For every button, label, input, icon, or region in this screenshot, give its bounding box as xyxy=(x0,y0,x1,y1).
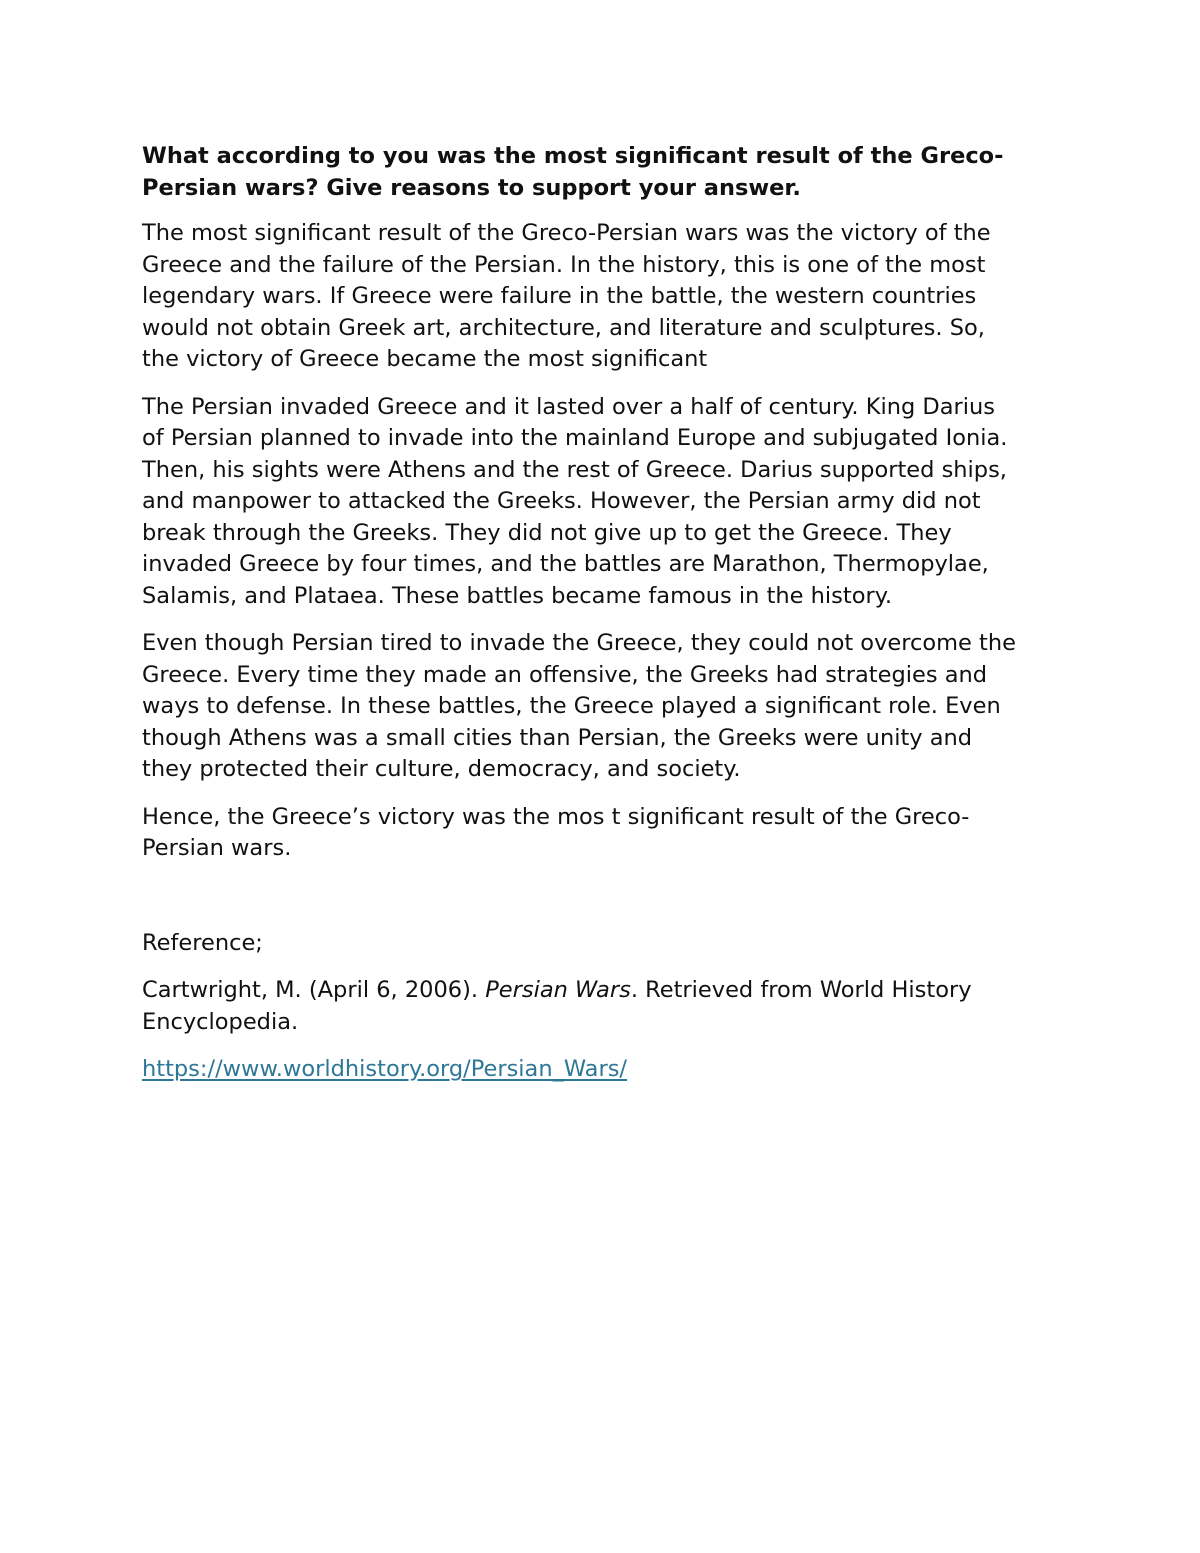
paragraph-2: The Persian invaded Greece and it lasted over a half of century. King Darius of Persian planned to invade into the mainland Europe and subjugated Ionia. Then, his sights were Athens and the rest of Greece. Darius supported ships, and manpower to attacked the Greeks. However, the Persian army did not break through the Greeks. They did not give up to get the Greece. They invaded Greece by four times, and the battles are Marathon, Thermopylae, Salamis, and Plataea. These battles became famous in the history. xyxy=(142,393,1008,609)
blank-line xyxy=(142,881,1062,928)
citation-title: Persian Wars xyxy=(485,977,631,1003)
citation-source: . Retrieved from World History Encyclopedia. xyxy=(142,977,972,1035)
question-heading: What according to you was the most significant result of the Greco- Persian wars? Give reasons to support your answer. xyxy=(142,143,1004,201)
paragraph-3: Even though Persian tired to invade the Greece, they could not overcome the Greece. Every time they made an offensive, the Greeks had strategies and ways to defense. In these battles, the Greece played a significant role. Even though Athens was a small cities than Persian, the Greeks were unity and they protected their culture, democracy, and society. xyxy=(142,630,1016,782)
paragraph-1: The most significant result of the Greco-Persian wars was the victory of the Greece and the failure of the Persian. In the history, this is one of the most legendary wars. If Greece were failure in the battle, the western countries would not obtain Greek art, architecture, and literature and sculptures. So, the victory of Greece became the most significant xyxy=(142,220,991,372)
document-body xyxy=(142,141,1062,1102)
citation-author-date: Cartwright, M. (April 6, 2006). xyxy=(142,977,486,1003)
reference-url-link[interactable]: https://www.worldhistory.org/Persian_Wars/ xyxy=(142,1056,627,1082)
paragraph-4: Hence, the Greece’s victory was the mos t significant result of the Greco- Persian wars. xyxy=(142,803,970,861)
reference-heading: Reference; xyxy=(142,929,263,956)
reference-citation xyxy=(142,975,1062,1038)
reference-link-line xyxy=(142,1054,1062,1086)
